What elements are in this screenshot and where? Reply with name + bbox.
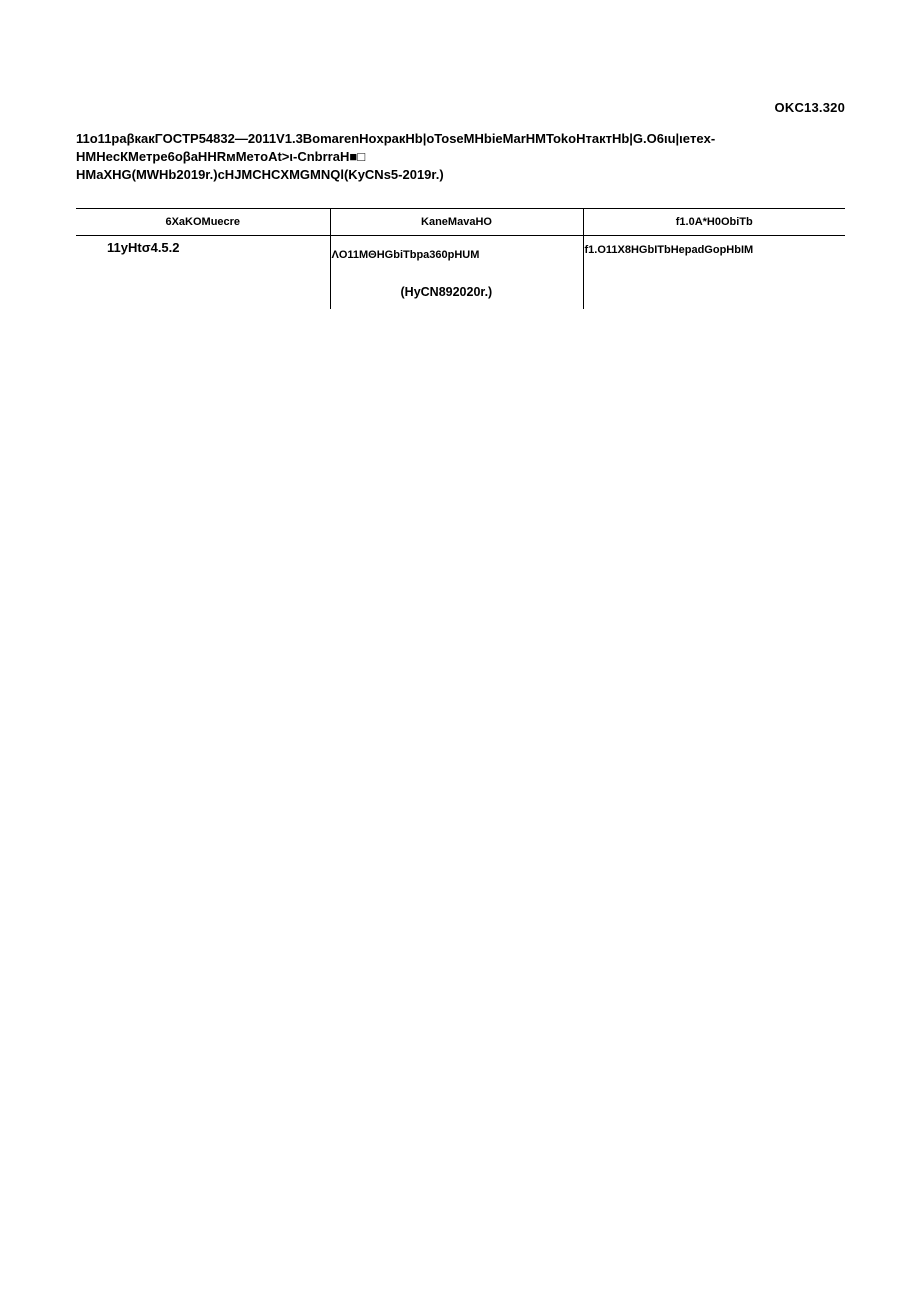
column-header-place: 6XaKOMuecre — [76, 209, 330, 236]
column-header-should-be: f1.0A*H0ObiTb — [583, 209, 845, 236]
cell-should-be: f1.O11X8HGbITbHepadGopHbIM — [583, 236, 845, 310]
cell-printed-source: (HyCN892020r.) — [400, 285, 493, 299]
table-row — [76, 236, 845, 310]
amendment-title — [76, 130, 846, 184]
column-header-printed: KaneMavaHO — [330, 209, 583, 236]
okc-code: OKC13.320 — [774, 100, 845, 115]
table-header-row — [76, 209, 845, 236]
title-line: НMНecКMeтpe6oβaHHRмMeтoAt>ι-CnbrraH■□ — [76, 149, 366, 164]
amendment-table — [76, 208, 845, 309]
title-line: HMaXHG(MWHb2019r.)cНJMCHCXMGМNQl(KyCNs5-2019r.) — [76, 167, 444, 182]
title-line: 11o11paβкакΓOCTP54832—2011V1.3BomarenНoxpaкHb|oToseМHbieMarНMTokoHтaктHb|G.O6ιu|ιeтex- — [76, 131, 716, 146]
cell-printed-text: ΛO11MΘHGbiTbpa360pHUM — [331, 249, 480, 261]
cell-printed — [330, 236, 583, 310]
cell-place: 11yHtσ4.5.2 — [107, 240, 180, 255]
